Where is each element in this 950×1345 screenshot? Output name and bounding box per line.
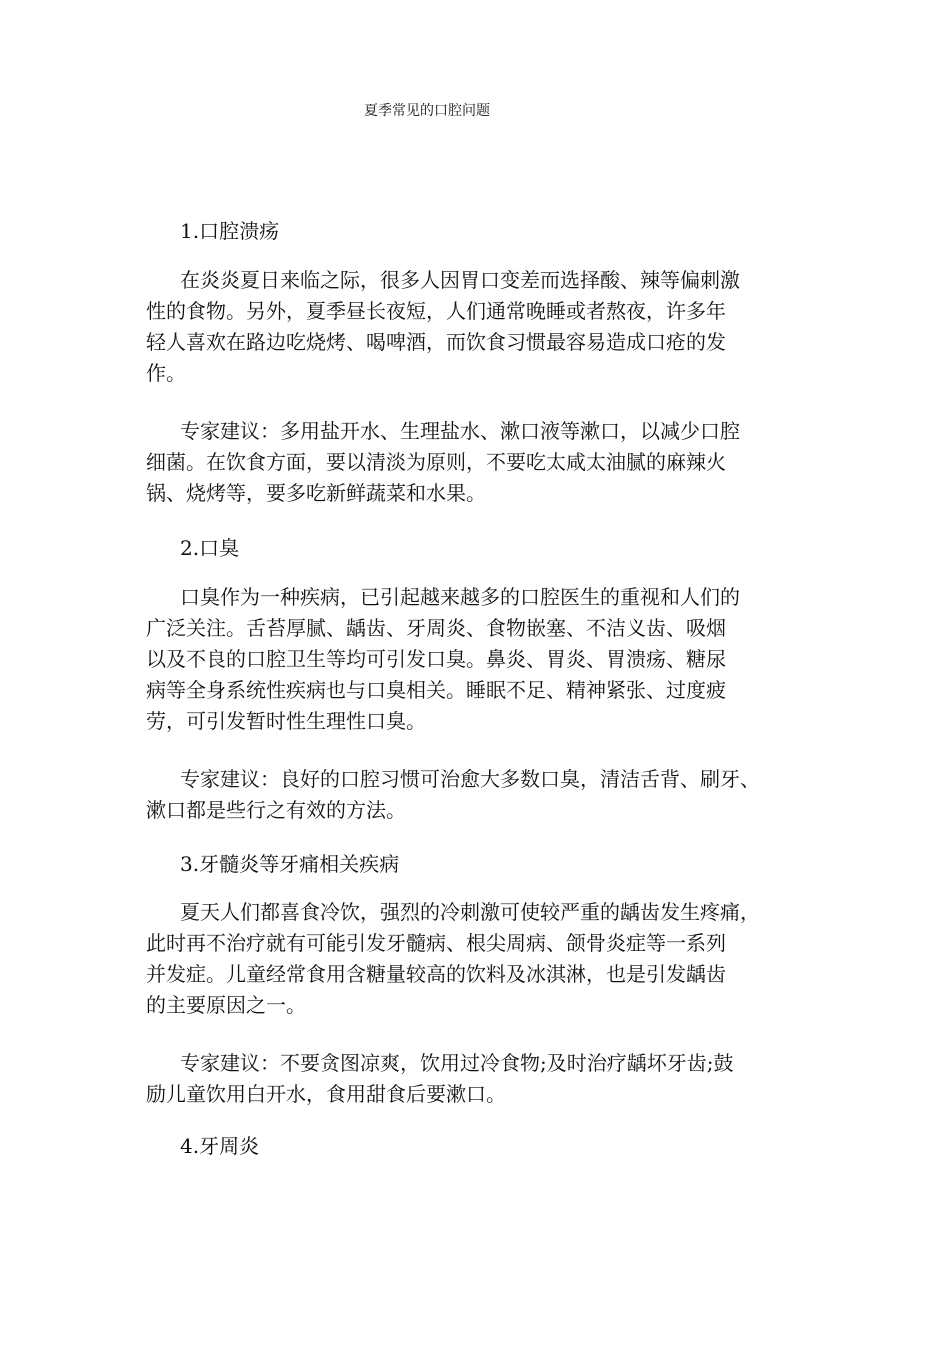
text-line: 轻人喜欢在路边吃烧烤、喝啤酒，而饮食习惯最容易造成口疮的发 xyxy=(146,330,726,354)
text-line: 锅、烧烤等，要多吃新鲜蔬菜和水果。 xyxy=(146,481,486,505)
text-line: 口臭作为一种疾病，已引起越来越多的口腔医生的重视和人们的 xyxy=(180,585,740,609)
section-3-paragraph-2 xyxy=(146,1048,733,1110)
text-line: 夏天人们都喜食冷饮，强烈的冷刺激可使较严重的龋齿发生疼痛， xyxy=(180,900,760,924)
text-line: 专家建议：良好的口腔习惯可治愈大多数口臭，清洁舌背、刷牙、 xyxy=(180,767,760,791)
text-line: 以及不良的口腔卫生等均可引发口臭。鼻炎、胃炎、胃溃疡、糖尿 xyxy=(146,647,726,671)
section-heading-3: 3.牙髓炎等牙痛相关疾病 xyxy=(180,852,400,876)
text-line: 劳，可引发暂时性生理性口臭。 xyxy=(146,709,426,733)
section-heading-1: 1.口腔溃疡 xyxy=(180,219,280,243)
text-line: 励儿童饮用白开水，食用甜食后要漱口。 xyxy=(146,1082,506,1106)
text-line: 此时再不治疗就有可能引发牙髓病、根尖周病、颌骨炎症等一系列 xyxy=(146,931,726,955)
section-1-paragraph-1 xyxy=(146,265,740,389)
text-line: 作。 xyxy=(146,361,186,385)
section-2-paragraph-1 xyxy=(146,582,740,737)
text-line: 病等全身系统性疾病也与口臭相关。睡眠不足、精神紧张、过度疲 xyxy=(146,678,726,702)
section-2-paragraph-2 xyxy=(146,764,760,826)
section-heading-4: 4.牙周炎 xyxy=(180,1134,260,1158)
text-line: 专家建议：不要贪图凉爽，饮用过冷食物;及时治疗龋坏牙齿;鼓 xyxy=(180,1051,734,1075)
section-heading-2: 2.口臭 xyxy=(180,536,240,560)
document-title: 夏季常见的口腔问题 xyxy=(364,103,490,119)
text-line: 性的食物。另外，夏季昼长夜短，人们通常晚睡或者熬夜，许多年 xyxy=(146,299,726,323)
text-line: 漱口都是些行之有效的方法。 xyxy=(146,798,406,822)
text-line: 的主要原因之一。 xyxy=(146,993,306,1017)
text-line: 并发症。儿童经常食用含糖量较高的饮料及冰淇淋，也是引发龋齿 xyxy=(146,962,726,986)
text-line: 专家建议：多用盐开水、生理盐水、漱口液等漱口，以减少口腔 xyxy=(180,419,740,443)
text-line: 在炎炎夏日来临之际，很多人因胃口变差而选择酸、辣等偏刺激 xyxy=(180,268,740,292)
section-3-paragraph-1 xyxy=(146,897,760,1021)
text-line: 广泛关注。舌苔厚腻、龋齿、牙周炎、食物嵌塞、不洁义齿、吸烟 xyxy=(146,616,726,640)
section-1-paragraph-2 xyxy=(146,416,740,509)
text-line: 细菌。在饮食方面，要以清淡为原则，不要吃太咸太油腻的麻辣火 xyxy=(146,450,726,474)
